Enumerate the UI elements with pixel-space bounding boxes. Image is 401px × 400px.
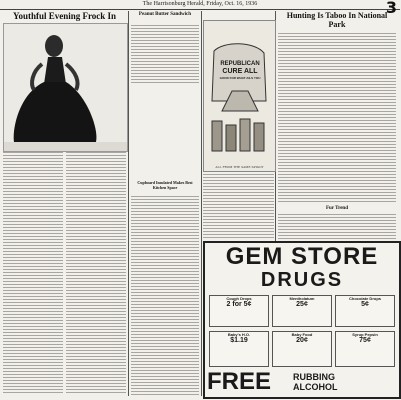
dress-illustration: [4, 24, 127, 151]
free-line-1: RUBBING: [293, 372, 335, 382]
hunting-body: [278, 33, 396, 203]
gem-store-ad: [203, 241, 401, 399]
ad-item-price: 25¢: [296, 301, 308, 308]
free-line-2: ALCOHOL: [293, 382, 338, 392]
frock-headline-box: [3, 11, 126, 23]
ad-item: [209, 295, 269, 327]
ad-item-name: Mentholatum: [289, 296, 315, 301]
ad-item-price: $1.19: [230, 337, 248, 344]
ad-item: [209, 331, 269, 367]
free-rubbing-alcohol-banner: [207, 370, 397, 394]
ad-item-name: Chocolate Drops: [348, 296, 381, 301]
peanut-body: [131, 25, 199, 85]
column4-body: [203, 174, 274, 238]
masthead-text: The Harrisonburg Herald, Friday, Oct. 16, 1936: [142, 1, 258, 7]
column-rule: [128, 11, 129, 396]
fur-headline-box: [278, 205, 396, 213]
frock-body-right: [66, 152, 126, 395]
masthead: [0, 0, 400, 10]
hunting-headline-box: [278, 11, 396, 31]
ad-item-price: 20¢: [296, 337, 308, 344]
hunting-headline: Hunting Is Taboo In National Park: [286, 11, 388, 29]
cartoon-illustration: [204, 21, 275, 161]
ad-subtitle: DRUGS: [260, 269, 344, 291]
ad-item-name: Baby's H.O.: [227, 332, 251, 337]
ad-item-price: 75¢: [359, 337, 371, 344]
peanut-headline-box: [131, 11, 199, 25]
cartoon-banner-3: GOOD FOR WHAT AILS YOU: [219, 76, 261, 80]
cupboard-headline-box: [131, 180, 199, 194]
ad-item-name: Cough Drops: [226, 296, 252, 301]
ad-item-price: 2 for 5¢: [226, 301, 252, 308]
frock-headline: Youthful Evening Frock In: [12, 11, 117, 21]
fur-headline: Fur Trend: [326, 206, 348, 211]
ad-item-price: 5¢: [361, 301, 369, 308]
cartoon-banner-1: REPUBLICAN: [220, 61, 260, 67]
ad-item: [335, 295, 395, 327]
page-number: 3: [385, 0, 397, 17]
cartoon-banner-2: CURE ALL: [222, 68, 258, 75]
cartoon-caption: ALL FROM THE SAME SPIGOT: [215, 165, 264, 169]
ad-item-name: Baby Food: [291, 332, 313, 337]
peanut-headline: Peanut Butter Sandwich: [138, 12, 192, 17]
dress-photo: [3, 23, 128, 152]
ad-title: GEM STORE: [225, 243, 379, 270]
ad-item: [272, 295, 332, 327]
ad-item-name: Syrup Pepsin: [352, 332, 378, 337]
cupboard-headline: Cupboard Insulated Makes Best Kitchen Space: [137, 180, 193, 190]
free-text: FREE: [207, 368, 272, 395]
column-rule: [201, 11, 202, 396]
frock-body-left: [3, 152, 63, 395]
cupboard-body: [131, 196, 199, 395]
fur-body: [278, 214, 396, 239]
ad-item: [335, 331, 395, 367]
ad-item: [272, 331, 332, 367]
political-cartoon: [203, 20, 276, 172]
